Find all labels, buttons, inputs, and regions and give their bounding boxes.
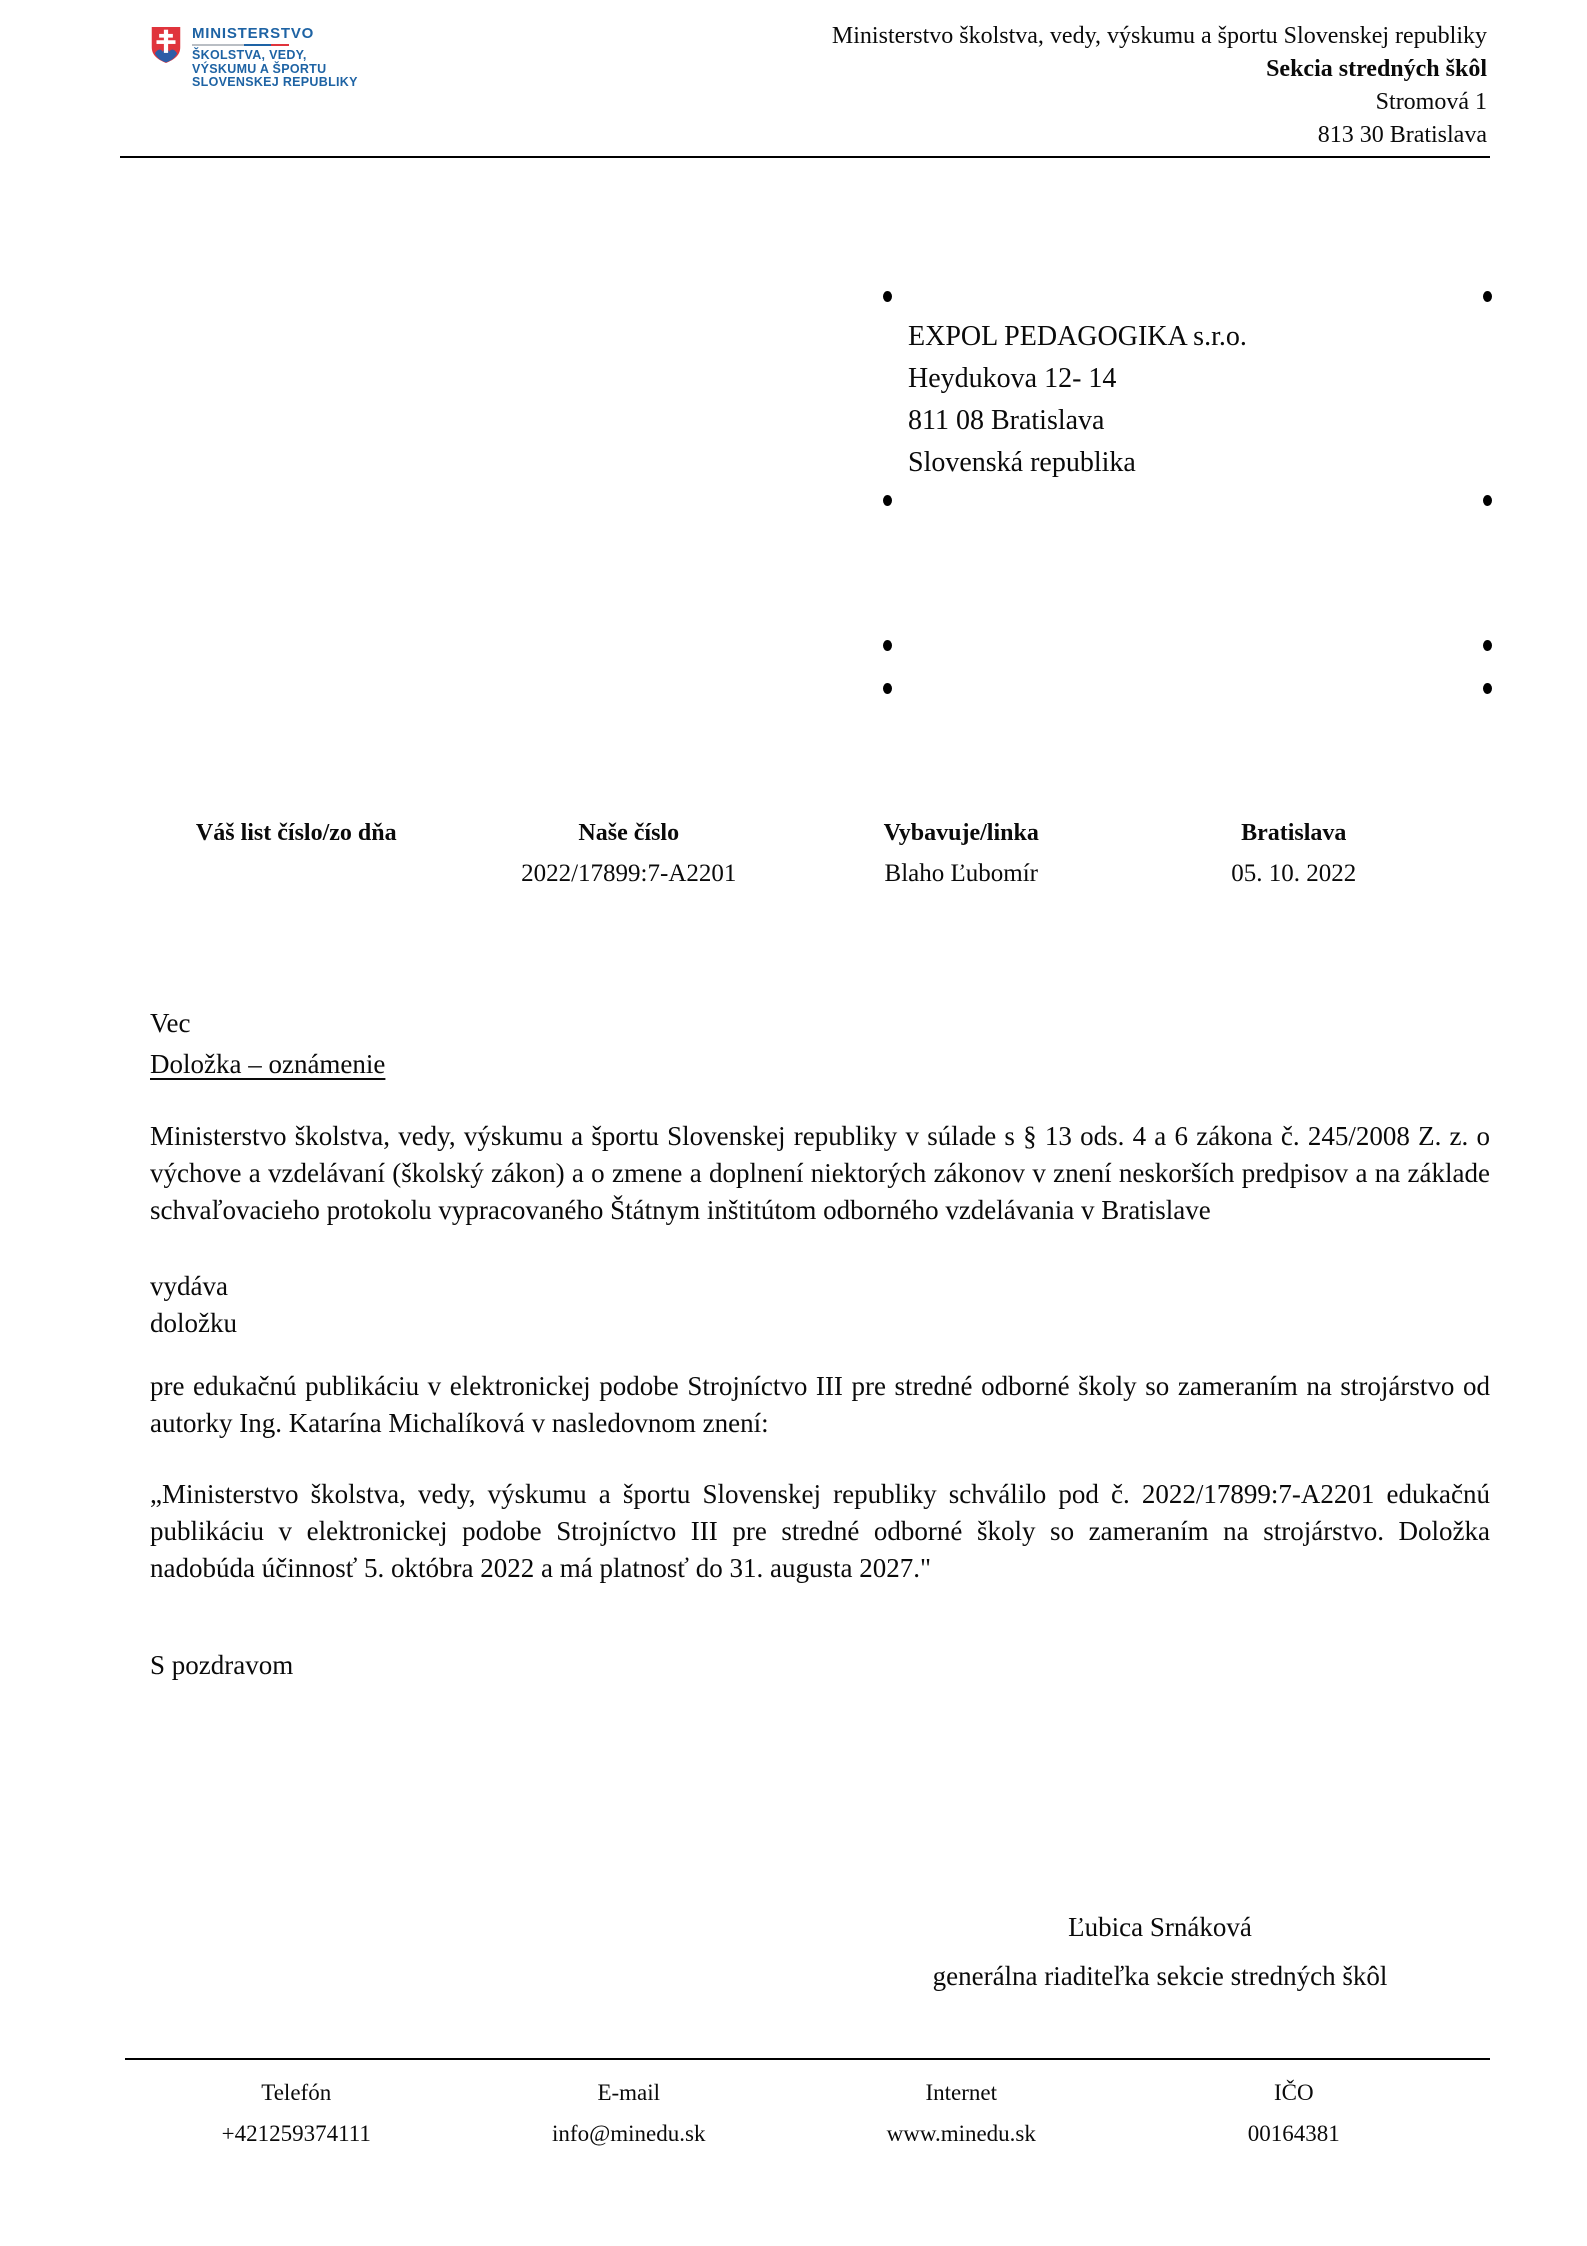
underline-red-segment bbox=[271, 44, 289, 46]
signature-block bbox=[860, 1912, 1460, 1992]
reference-label: Naše číslo bbox=[578, 820, 680, 846]
sender-section: Sekcia stredných škôl bbox=[1266, 56, 1487, 82]
issues-word: vydáva bbox=[150, 1271, 228, 1301]
footer-label: Internet bbox=[925, 2080, 997, 2105]
fold-mark-dot bbox=[883, 640, 892, 651]
fold-mark-dot bbox=[1483, 495, 1492, 506]
subject-label: Vec bbox=[150, 1008, 191, 1038]
footer-internet-value: www.minedu.sk bbox=[886, 2121, 1036, 2146]
footer-label: E-mail bbox=[597, 2080, 661, 2105]
footer-label: IČO bbox=[1273, 2080, 1314, 2105]
reference-value: 2022/17899:7-A2201 bbox=[521, 860, 737, 887]
subject-title: Doložka – oznámenie bbox=[150, 1049, 386, 1079]
recipient-country: Slovenská republika bbox=[908, 447, 1136, 478]
logo-title: MINISTERSTVO bbox=[192, 25, 315, 42]
sender-header bbox=[832, 20, 1487, 152]
logo-tricolor-underline bbox=[192, 44, 289, 46]
body-paragraph-quoted-clause: „Ministerstvo školstva, vedy, výskumu a športu Slovenskej republiky schválilo pod č. 2022/17899:7-A2201 edukačnú publikáciu v elektronickej podobe Strojníctvo III pre stredné odborné školy so zameraním na strojárstvo. Doložka nadobúda účinnosť 5. októbra 2022 a má platnosť do 31. augusta 2027." bbox=[150, 1479, 1490, 1583]
footer-col-ico bbox=[1128, 2080, 1461, 2147]
footer-phone-value: +421259374111 bbox=[221, 2121, 371, 2146]
footer-divider-line bbox=[125, 2058, 1490, 2060]
reference-col-handled-by bbox=[795, 820, 1128, 890]
footer-col-email bbox=[463, 2080, 796, 2147]
subject-block bbox=[150, 1003, 385, 1085]
body-paragraph-legal-basis: Ministerstvo školstva, vedy, výskumu a športu Slovenskej republiky v súlade s § 13 ods. 4 a 6 zákona č. 245/2008 Z. z. o výchove a vzdelávaní (školský zákon) a o zmene a doplnení niektorých zákonov v znení neskorších predpisov a na základe schvaľovacieho protokolu vypracovaného Štátnym inštitútom odborného vzdelávania v Bratislave bbox=[150, 1121, 1490, 1225]
reference-col-place-date bbox=[1128, 820, 1461, 890]
fold-mark-dot bbox=[883, 291, 892, 302]
signatory-title: generálna riaditeľka sekcie stredných škôl bbox=[932, 1961, 1388, 1991]
footer-email-value: info@minedu.sk bbox=[552, 2121, 706, 2146]
signatory-name: Ľubica Srnáková bbox=[1068, 1912, 1252, 1942]
reference-label: Váš list číslo/zo dňa bbox=[195, 820, 397, 846]
reference-label: Bratislava bbox=[1241, 820, 1347, 846]
fold-mark-dot bbox=[1483, 291, 1492, 302]
slovak-coat-of-arms-icon bbox=[150, 26, 182, 64]
recipient-city: 811 08 Bratislava bbox=[908, 405, 1105, 436]
logo-line-3: VÝSKUMU A ŠPORTU bbox=[192, 61, 327, 76]
footer-ico-value: 00164381 bbox=[1247, 2121, 1340, 2146]
footer-label: Telefón bbox=[261, 2080, 332, 2105]
logo-line-4: SLOVENSKEJ REPUBLIKY bbox=[192, 75, 358, 89]
recipient-address bbox=[908, 316, 1247, 484]
body-paragraph-publication: pre edukačnú publikáciu v elektronickej podobe Strojníctvo III pre stredné odborné školy so zameraním na strojárstvo od autorky Ing. Katarína Michalíková v nasledovnom znení: bbox=[150, 1371, 1490, 1438]
fold-mark-dot bbox=[883, 495, 892, 506]
footer-contact-block bbox=[130, 2080, 1460, 2147]
header-divider-line bbox=[120, 156, 1490, 158]
reference-label: Vybavuje/linka bbox=[883, 820, 1039, 846]
reference-value: Blaho Ľubomír bbox=[884, 860, 1038, 887]
reference-col-your-number bbox=[130, 820, 463, 890]
fold-mark-dot bbox=[1483, 640, 1492, 651]
reference-col-our-number bbox=[463, 820, 796, 890]
logo-line-2: ŠKOLSTVA, VEDY, bbox=[192, 48, 307, 62]
fold-mark-dot bbox=[883, 683, 892, 694]
closing-salutation: S pozdravom bbox=[150, 1650, 294, 1680]
recipient-name: EXPOL PEDAGOGIKA s.r.o. bbox=[908, 321, 1247, 352]
ministry-logo bbox=[150, 26, 358, 90]
reference-value bbox=[130, 860, 463, 890]
underline-blue-segment bbox=[244, 44, 271, 46]
sender-street: Stromová 1 bbox=[1375, 89, 1487, 115]
sender-city: 813 30 Bratislava bbox=[1317, 122, 1487, 148]
recipient-street: Heydukova 12- 14 bbox=[908, 363, 1117, 394]
body-issues-clause bbox=[150, 1268, 237, 1342]
footer-col-internet bbox=[795, 2080, 1128, 2147]
underline-white-segment bbox=[192, 44, 244, 46]
sender-ministry-name: Ministerstvo školstva, vedy, výskumu a športu Slovenskej republiky bbox=[831, 23, 1487, 49]
reference-value: 05. 10. 2022 bbox=[1231, 860, 1357, 887]
footer-col-phone bbox=[130, 2080, 463, 2147]
ministry-logo-text bbox=[192, 26, 358, 90]
reference-block bbox=[130, 820, 1460, 890]
fold-mark-dot bbox=[1483, 683, 1492, 694]
clause-word: doložku bbox=[150, 1308, 237, 1338]
